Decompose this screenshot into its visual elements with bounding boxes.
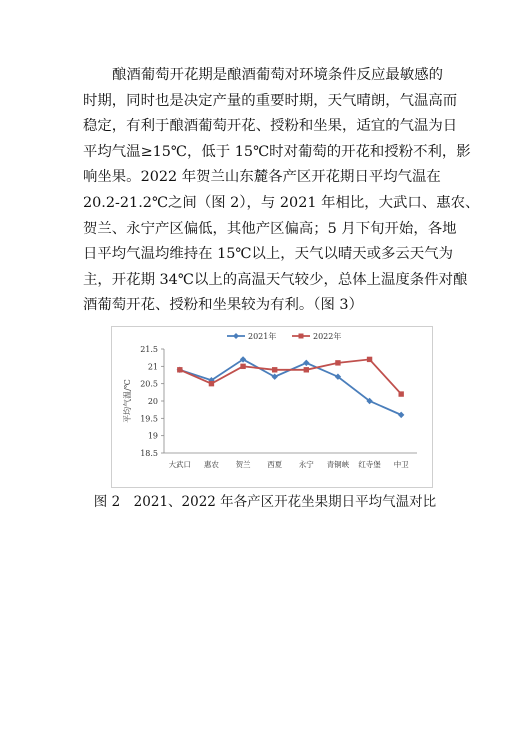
body-paragraph [83,63,480,319]
data-point [272,367,277,372]
series-line-1 [180,359,401,394]
paragraph-line: 主，开花期 34℃以上的高温天气较少，总体上温度条件对酿 [83,271,468,288]
chart-svg [112,327,432,487]
x-tick-label: 中卫 [393,460,409,469]
paragraph-line: 时期，同时也是决定产量的重要时期，天气晴朗，气温高而 [83,92,458,109]
data-point [209,381,214,386]
data-point [335,360,340,365]
y-tick-label: 20.5 [140,379,158,389]
legend-marker [299,334,304,339]
paragraph-line: 平均气温≥15℃，低于 15℃时对葡萄的开花和授粉不利，影 [83,143,471,160]
series-line-0 [180,359,401,414]
paragraph-line: 响坐果。2022 年贺兰山东麓各产区开花期日平均气温在 [83,169,441,186]
y-tick-label: 18.5 [140,449,158,458]
legend-label: 2022年 [313,332,342,341]
x-tick-label: 贺兰 [235,460,251,469]
paragraph-line: 贺兰、永宁产区偏低，其他产区偏高；5 月下旬开始，各地 [83,220,457,237]
temperature-line-chart [111,326,433,488]
x-tick-label: 惠农 [203,460,219,469]
x-tick-label: 大武口 [168,460,192,469]
paragraph-line: 酒葡萄开花、授粉和坐果较为有利。（图 3） [83,297,363,314]
data-point [367,357,372,362]
x-tick-label: 青铜峡 [326,460,350,469]
data-point [240,364,245,369]
legend-marker [233,333,239,339]
x-tick-label: 永宁 [298,460,314,469]
data-point [398,412,404,418]
x-tick-label: 西夏 [267,460,283,469]
paragraph-line: 日平均气温均维持在 15℃以上，天气以晴天或多云天气为 [83,246,453,263]
figure-caption: 图 2 2021、2022 年各产区开花坐果期日平均气温对比 [93,494,437,510]
paragraph-line: 稳定，有利于酿酒葡萄开花、授粉和坐果，适宜的气温为日 [83,118,458,135]
y-tick-label: 21 [147,362,158,372]
paragraph-line: 酿酒葡萄开花期是酿酒葡萄对环境条件反应最敏感的 [112,67,443,83]
paragraph-line: 20.2-21.2℃之间（图 2），与 2021 年相比，大武口、惠农、 [83,194,480,211]
data-point [177,367,182,372]
legend-label: 2021年 [248,332,277,341]
data-point [398,391,403,396]
data-point [304,367,309,372]
y-tick-label: 21.5 [140,345,158,354]
y-axis-label: 平均气温/℃ [123,379,132,423]
x-tick-label: 红寺堡 [358,460,381,469]
y-tick-label: 20 [147,397,158,406]
data-point [303,360,309,366]
y-tick-label: 19 [147,431,158,441]
y-tick-label: 19.5 [140,414,158,424]
